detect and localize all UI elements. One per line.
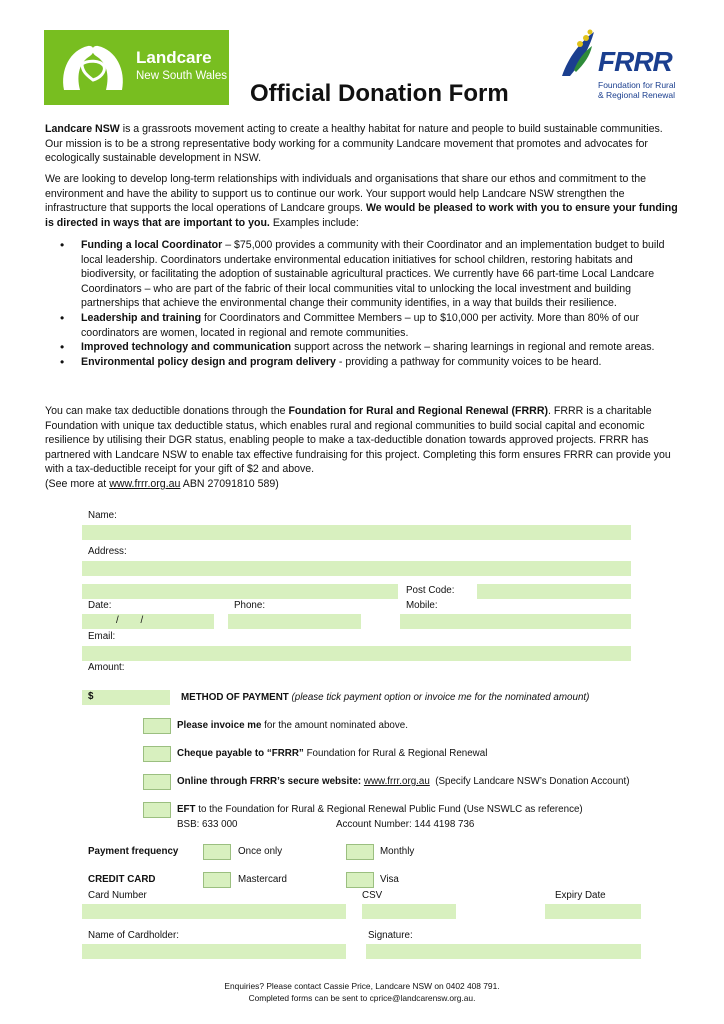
option-text: for the amount nominated above. (261, 720, 408, 731)
frrr-logo (560, 28, 710, 108)
bullet-text: - providing a pathway for community voices to be heard. (335, 355, 602, 368)
frrr-wheat-icon (560, 28, 600, 78)
option-text: to the Foundation for Rural & Regional Renewal Public Fund (Use NSWLC as reference) (195, 804, 583, 815)
intro-text-1: is a grassroots movement acting to create a healthy habitat for nature and people to build sustainable communities. Our mission is to be a strong representative body working for a community Landcare movement that promotes and advocates for ecologically sustainable development in NSW. (45, 123, 663, 165)
eft-bsb: BSB: 633 000 (177, 819, 238, 830)
option-title: Please invoice me (177, 720, 262, 731)
name-field[interactable] (82, 525, 631, 540)
option-title: Online through FRRR’s secure website: (177, 776, 364, 787)
frrr-website-link[interactable]: www.frrr.org.au (109, 477, 181, 490)
cardholder-name-label: Name of Cardholder: (88, 930, 179, 941)
monthly-label: Monthly (380, 846, 415, 857)
see-more-text: (See more at (45, 477, 110, 490)
abn-text: ABN 27091810 589) (180, 477, 279, 490)
intro-text-2-end: Examples include: (269, 216, 359, 229)
footer-enquiries: Enquiries? Please contact Cassie Price, Landcare NSW on 0402 408 791. (224, 981, 500, 991)
credit-card-label: CREDIT CARD (88, 874, 156, 885)
option-text: Foundation for Rural & Regional Renewal (303, 748, 488, 759)
frrr-logo-line1: Foundation for Rural (598, 80, 676, 90)
invoice-checkbox[interactable] (143, 718, 171, 734)
intro-text-2: We are looking to develop long-term relationships with individuals and organisations that share our ethos and commitment to the environment and have the ability to support us to continue our work. Your support would help Landcare NSW strengthen the infrastructure that supports the local operations of Landcare groups. (45, 173, 647, 215)
page-title: Official Donation Form (250, 80, 509, 107)
expiry-date-field[interactable] (545, 904, 641, 919)
visa-label: Visa (380, 874, 399, 885)
eft-account-number: Account Number: 144 4198 736 (336, 819, 475, 830)
address-field-line2[interactable] (82, 584, 398, 599)
frrr-logo-name: FRRR (598, 46, 672, 77)
date-label: Date: (88, 600, 112, 611)
eft-checkbox[interactable] (143, 802, 171, 818)
monthly-checkbox[interactable] (346, 844, 374, 860)
mastercard-label: Mastercard (238, 874, 287, 885)
amount-field[interactable] (82, 690, 170, 705)
bullet-title: Funding a local Coordinator (81, 239, 223, 251)
bullet-title: Environmental policy design and program delivery (81, 355, 336, 368)
phone-label: Phone: (234, 600, 266, 611)
intro-org-name: Landcare NSW (45, 123, 120, 135)
eft-option-label (177, 804, 583, 815)
mobile-field[interactable] (400, 614, 631, 629)
bullet-text: for Coordinators and Committee Members – up to $10,000 per activity. More than 80% of our coordinators are women, located in regional and remote communities. (81, 311, 639, 339)
tax-text-start: You can make tax deductible donations through the (45, 405, 289, 417)
signature-label: Signature: (368, 930, 413, 941)
postcode-label: Post Code: (406, 585, 455, 596)
csv-field[interactable] (362, 904, 456, 919)
option-title: EFT (177, 804, 196, 815)
online-option-label (177, 776, 629, 787)
examples-list (45, 238, 681, 369)
once-only-label: Once only (238, 846, 283, 857)
list-item (45, 311, 681, 340)
csv-label: CSV (362, 890, 383, 901)
online-checkbox[interactable] (143, 774, 171, 790)
name-label: Name: (88, 510, 117, 521)
option-text: (Specify Landcare NSW’s Donation Account) (429, 776, 630, 787)
intro-emphasis: We would be pleased to work with you to ensure your funding is directed in ways that are important to you. (45, 202, 678, 229)
phone-field[interactable] (228, 614, 361, 629)
list-item (45, 355, 681, 370)
payment-frequency-label: Payment frequency (88, 846, 179, 857)
card-number-label: Card Number (88, 890, 147, 901)
visa-checkbox[interactable] (346, 872, 374, 888)
frrr-logo-line2: & Regional Renewal (598, 90, 676, 100)
address-label: Address: (88, 546, 127, 557)
bullet-text: – $75,000 provides a community with their Coordinator and an implementation budget to build local leadership. Coordinators undertake environmental education initiatives for school children, restoring habitats and biodiversity, or facilitating the adoption of sustainable agricultural practices. We currently have 66 part-time Local Landcare Coordinators – who are part of the fabric of their local communities vital to unlocking the local investment and building partnerships that achieve the environmental change their community identifies, in a way that builds their resilience. (81, 239, 665, 310)
method-title: METHOD OF PAYMENT (181, 692, 289, 703)
tax-text: . FRRR is a charitable Foundation with unique tax deductible status, which enables rural and regional communities to build social capital and economic resilience by utilising their DGR status, enabling people to make a tax-deductible donation towards approved projects. FRRR has partnered with Landcare NSW to enable tax effective fundraising for this project. Completing this form ensures FRRR can provide you with a tax-deductible receipt for your gift of $2 and above. (45, 405, 671, 476)
list-item (45, 238, 681, 311)
cheque-option-label (177, 748, 487, 759)
landcare-logo (44, 30, 229, 105)
landcare-hands-icon (58, 40, 128, 96)
method-instructions: (please tick payment option or invoice me for the nominated amount) (288, 692, 590, 703)
amount-label: Amount: (88, 662, 125, 673)
dollar-sign: $ (88, 691, 94, 702)
postcode-field[interactable] (477, 584, 631, 599)
expiry-date-label: Expiry Date (555, 890, 606, 901)
email-label: Email: (88, 631, 116, 642)
landcare-logo-name: Landcare (136, 48, 212, 67)
payment-method-heading (181, 692, 589, 703)
mastercard-checkbox[interactable] (203, 872, 231, 888)
frrr-online-link[interactable]: www.frrr.org.au (363, 776, 430, 787)
date-separators: / / (116, 615, 144, 626)
bullet-title: Improved technology and communication (81, 341, 292, 354)
cheque-checkbox[interactable] (143, 746, 171, 762)
tax-paragraph (45, 404, 681, 492)
mobile-label: Mobile: (406, 600, 438, 611)
cardholder-name-field[interactable] (82, 944, 346, 959)
signature-field[interactable] (366, 944, 641, 959)
intro-paragraph-1 (45, 122, 681, 166)
address-field-line1[interactable] (82, 561, 631, 576)
intro-paragraph-2 (45, 172, 681, 230)
once-only-checkbox[interactable] (203, 844, 231, 860)
list-item (45, 340, 681, 355)
card-number-field[interactable] (82, 904, 346, 919)
date-field[interactable] (82, 614, 214, 629)
bullet-text: support across the network – sharing learnings in regional and remote areas. (291, 341, 655, 354)
option-title: Cheque payable to “FRRR” (177, 748, 304, 759)
email-field[interactable] (82, 646, 631, 661)
tax-frrr-name: Foundation for Rural and Regional Renewal (FRRR) (288, 405, 548, 417)
landcare-logo-region: New South Wales (136, 70, 227, 82)
footer-submit-info: Completed forms can be sent to cprice@landcarensw.org.au. (248, 993, 476, 1003)
bullet-title: Leadership and training (81, 311, 202, 324)
invoice-option-label (177, 720, 408, 731)
